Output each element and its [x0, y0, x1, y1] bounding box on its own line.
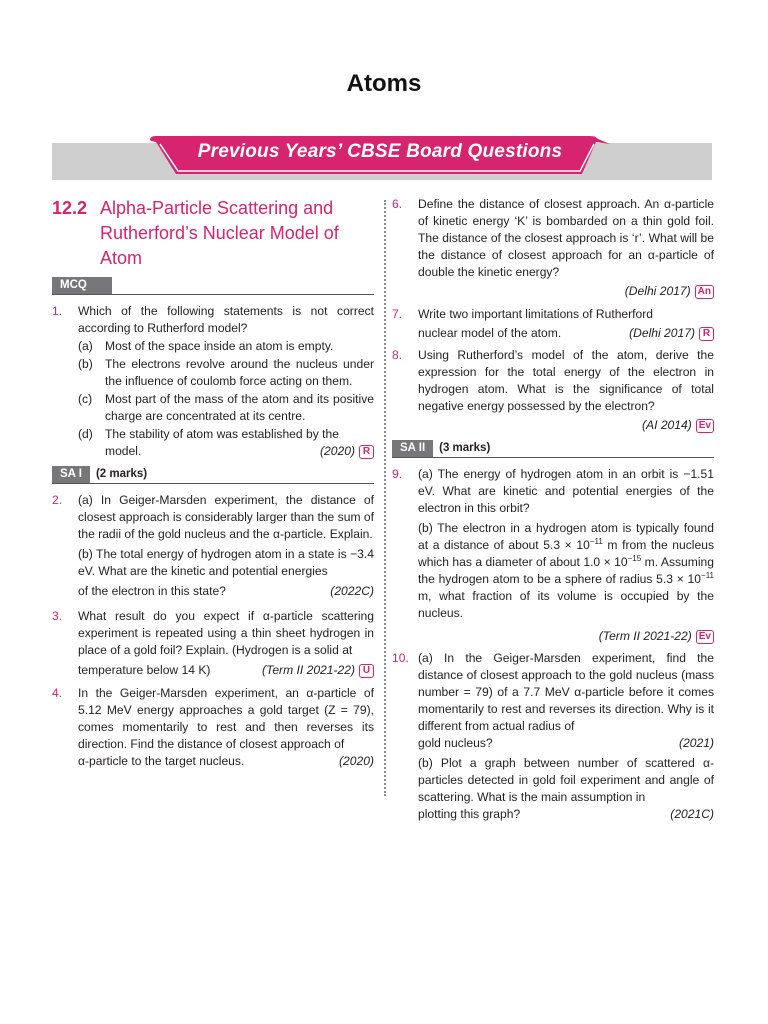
- remember-badge-icon: R: [699, 327, 714, 341]
- evaluate-badge-icon: Ev: [696, 419, 714, 433]
- sa2-tag: SA II: [392, 440, 433, 457]
- option-a: (a) Most of the space inside an atom is empty.: [78, 339, 334, 353]
- question-ref: (2021): [679, 736, 714, 750]
- question-text: Using Rutherford’s model of the atom, derive the expression for the total energy of the electron in hydrogen atom. What is the significance of total negative energy possessed by the electron?: [418, 348, 714, 413]
- question-ref: (2020): [339, 754, 374, 768]
- question-text: In the Geiger-Marsden experiment, an α-particle of 5.12 MeV energy approaches a gold target (Z = 79), comes momentarily to rest and then reverses its direction. Find the distance of closest approach of: [78, 686, 374, 751]
- column-divider: [384, 200, 386, 796]
- option-c: (c) Most part of the mass of the atom and its positive charge are concentrated at its centre.: [78, 392, 374, 423]
- question-text: Define the distance of closest approach. An α-particle of kinetic energy ‘K’ is bombarded on a thin gold foil. The distance of the closest approach is ‘r’. What will be the distance of closest approach for an α-particle of double the kinetic energy?: [418, 197, 714, 279]
- question-10: 10. (a) In the Geiger-Marsden experiment, find the distance of closest approach to the gold nucleus (mass number = 79) of a 7.7 MeV α-particle before it comes momentarily to rest and reverses its direction. Why is it different from actual radius of gold nucleus? (2021) (b) Plot a graph between number of scattered α-particles detected in gold foil experiment and angle of scattering. What is the main assumption in plotting this graph? (2021C): [392, 651, 714, 821]
- section-number: 12.2: [52, 198, 88, 218]
- sa1-tag: SA I: [52, 466, 90, 483]
- sa1-marks: (2 marks): [95, 468, 148, 480]
- question-9: 9. (a) The energy of hydrogen atom in an orbit is −1.51 eV. What are kinetic and potential energies of the electron in this orbit? (b) The electron in a hydrogen atom is typically found at a distance of about $5.3 \times 10^{-11}$ m from the nucleus which has a diameter of about $1.0 \times 10^{-15}$ m. Assuming the hydrogen atom to be a sphere of radius $5.3 \times 10^{-11}$ m, what fraction of its volume is occupied by the nucleus. (Term II 2021-22) Ev: [392, 467, 714, 643]
- section-title: Alpha-Particle Scattering and Rutherford’s Nuclear Model of Atom: [100, 198, 339, 268]
- question-part-b: (b) The total energy of hydrogen atom in a state is −3.4 eV. What are the kinetic and potential energies: [78, 547, 374, 578]
- question-ref: (AI 2014): [642, 418, 692, 432]
- question-ref: (2020): [320, 444, 355, 458]
- question-number: 1.: [52, 304, 63, 318]
- banner-title: Previous Years’ CBSE Board Questions: [197, 141, 563, 162]
- question-4: 4. In the Geiger-Marsden experiment, an α-particle of 5.12 MeV energy approaches a gold target (Z = 79), comes momentarily to rest and then reverses its direction. Find the distance of closest approach of α-particle to the target nucleus. (2020): [52, 686, 374, 768]
- question-part-b: (b) Plot a graph between number of scattered α-particles detected in gold foil experiment and angle of scattering. What is the main assumption in: [418, 756, 714, 804]
- right-column: [392, 196, 714, 828]
- question-3: 3. What result do you expect if α-particle scattering experiment is repeated using a thin sheet hydrogen in place of a gold foil? Explain. (Hydrogen is a solid at temperature below 14 K) (Term II 2021-22) U: [52, 609, 374, 677]
- question-text: What result do you expect if α-particle scattering experiment is repeated using a thin sheet hydrogen in place of a gold foil? Explain. (Hydrogen is a solid at: [78, 609, 374, 657]
- option-d: (d) The stability of atom was established by the model. (2020) R: [78, 426, 374, 460]
- question-part-a: (a) In Geiger-Marsden experiment, the distance of closest approach is considerably larger than the sum of the radii of the gold nucleus and the α-particle. Explain.: [78, 493, 374, 541]
- question-text: Which of the following statements is not correct according to Rutherford model?: [78, 304, 374, 335]
- understand-badge-icon: U: [359, 664, 374, 678]
- left-column: [52, 196, 374, 775]
- question-part-a: (a) In the Geiger-Marsden experiment, find the distance of closest approach to the gold nucleus (mass number = 79) of a 7.7 MeV α-particle before it comes momentarily to rest and reverses its direction. Why is it different from actual radius of: [418, 651, 714, 733]
- question-ref: (2021C): [670, 807, 714, 821]
- question-ref: (Delhi 2017): [629, 326, 695, 340]
- question-1: [52, 303, 374, 460]
- option-b: (b) The electrons revolve around the nucleus under the influence of coulomb force acting on them.: [78, 357, 374, 388]
- question-ref: (Delhi 2017): [624, 284, 691, 298]
- question-7: 7. Write two important limitations of Rutherford nuclear model of the atom. (Delhi 2017) R: [392, 306, 714, 342]
- question-8: 8. Using Rutherford’s model of the atom, derive the expression for the total energy of the electron in hydrogen atom. What is the significance of total negative energy possessed by the electron? (AI 2014) Ev: [392, 348, 714, 432]
- question-2: 2. (a) In Geiger-Marsden experiment, the distance of closest approach is considerably larger than the sum of the radii of the gold nucleus and the α-particle. Explain. (b) The total energy of hydrogen atom in a state is −3.4 eV. What are the kinetic and potential energies of the electron in this state? (2022C): [52, 493, 374, 598]
- evaluate-badge-icon: Ev: [696, 630, 714, 644]
- question-part-a: (a) The energy of hydrogen atom in an orbit is −1.51 eV. What are kinetic and potential energies of the electron in this orbit?: [418, 467, 714, 515]
- sa2-marks: (3 marks): [439, 442, 491, 454]
- page-title: Atoms: [346, 70, 422, 97]
- analyse-badge-icon: An: [695, 285, 714, 299]
- question-6: 6. Define the distance of closest approach. An α-particle of kinetic energy ‘K’ is bombarded on a thin gold foil. The distance of the closest approach is ‘r’. What will be the distance of closest approach for an α-particle of double the kinetic energy? (Delhi 2017) An: [392, 197, 714, 298]
- question-text: Write two important limitations of Rutherford: [418, 307, 654, 321]
- mcq-tag: MCQ: [52, 277, 112, 294]
- question-ref: (2022C): [330, 584, 374, 598]
- section-heading: [52, 196, 374, 271]
- question-ref: (Term II 2021-22): [262, 663, 355, 677]
- sa1-tag-row: [52, 466, 374, 484]
- mcq-tag-row: [52, 277, 374, 295]
- question-part-b: (b) The electron in a hydrogen atom is typically found at a distance of about $5.3 \times 10^{-11}$ m from the nucleus which has a diameter of about $1.0 \times 10^{-15}$ m. Assuming the hydrogen atom to be a sphere of radius $5.3 \times 10^{-11}$ m, what fraction of its volume is occupied by the nucleus.: [418, 521, 714, 620]
- sa2-tag-row: [392, 440, 714, 458]
- question-ref: (Term II 2021-22): [598, 629, 692, 643]
- remember-badge-icon: R: [359, 445, 374, 459]
